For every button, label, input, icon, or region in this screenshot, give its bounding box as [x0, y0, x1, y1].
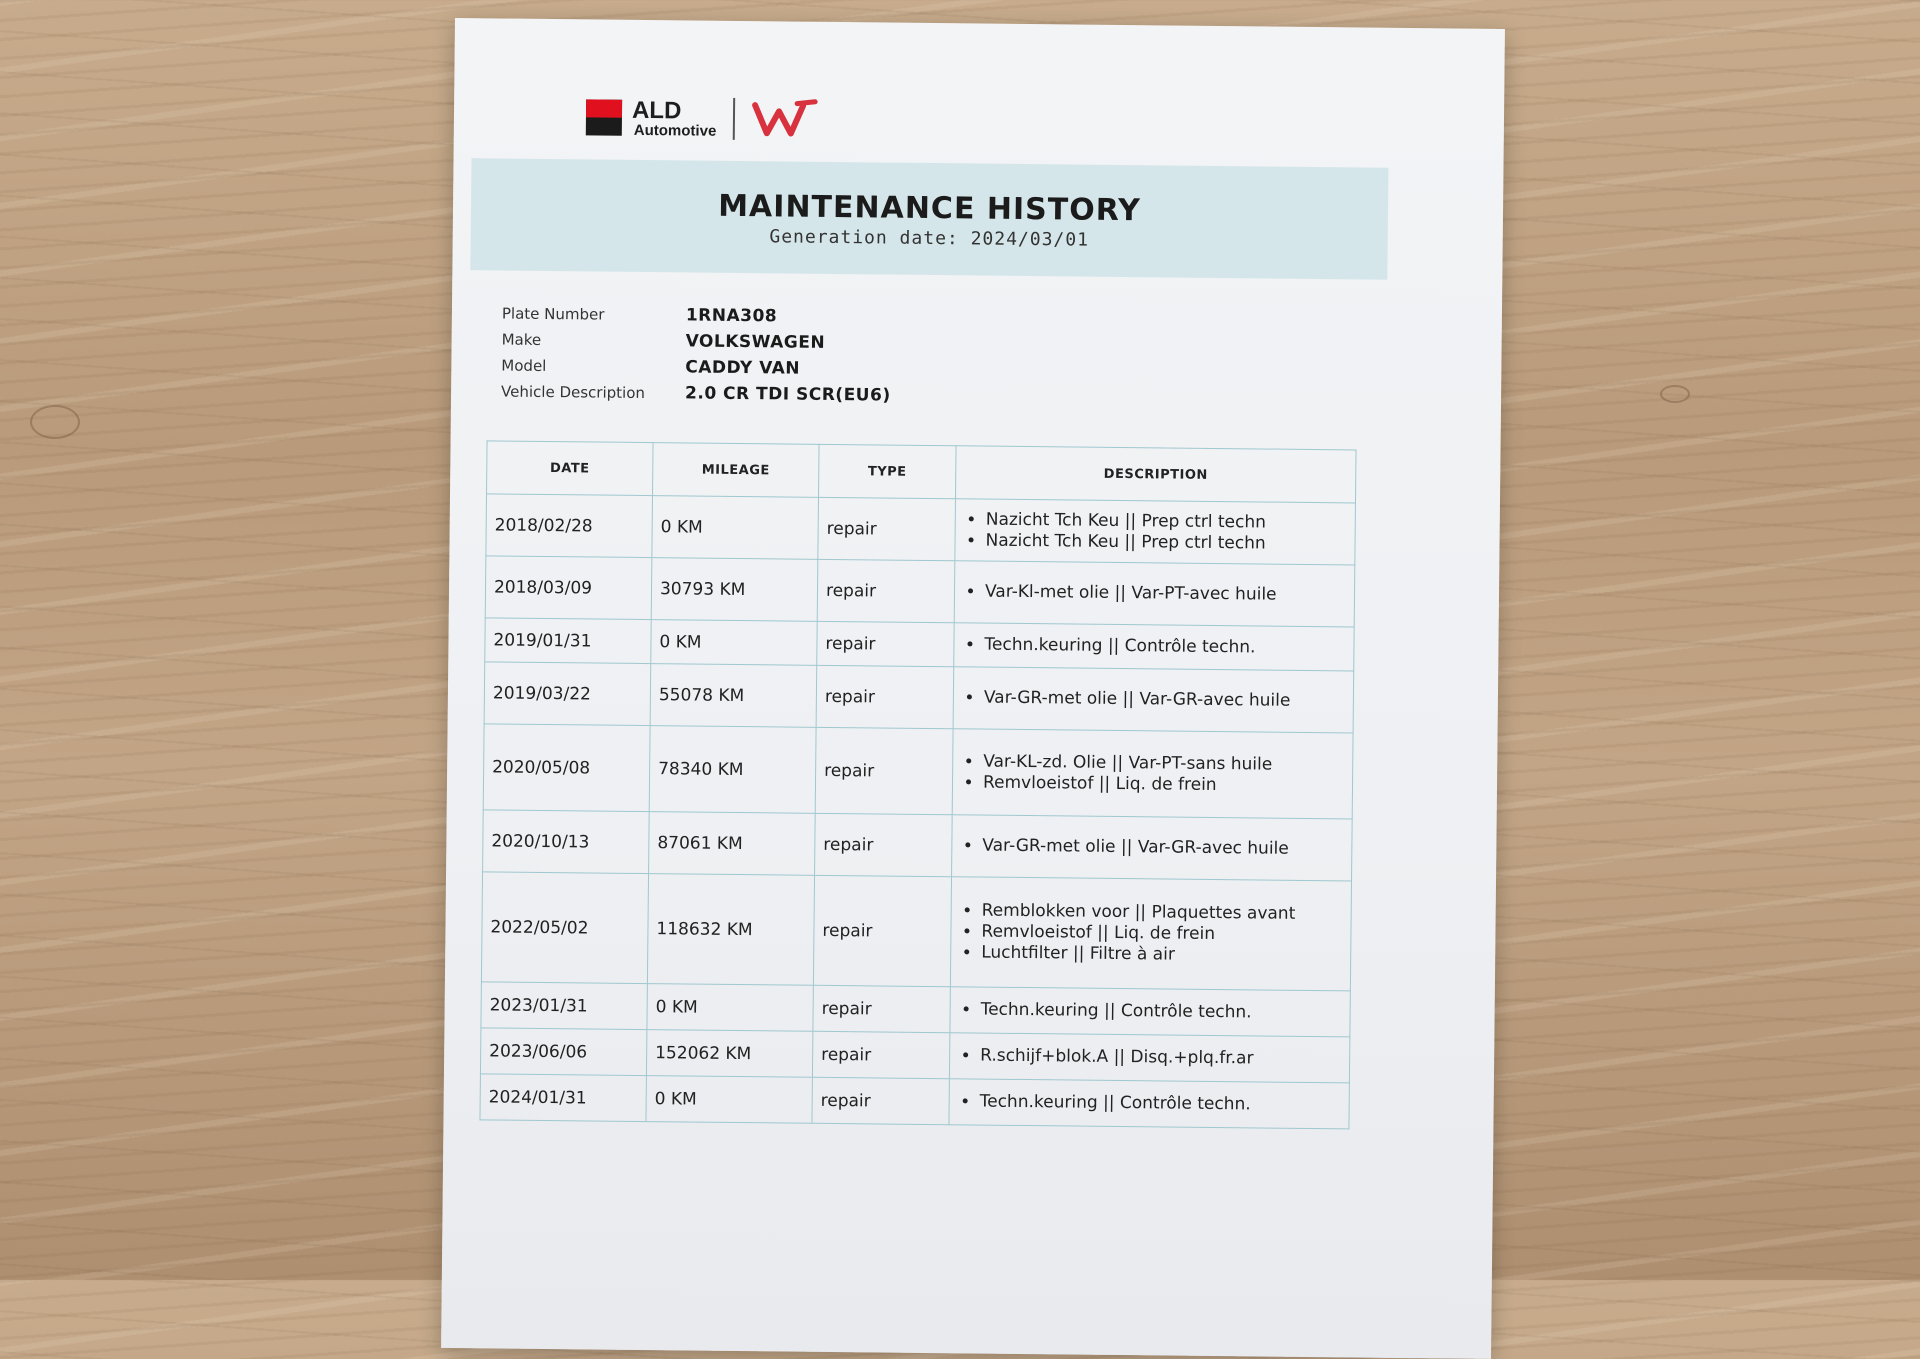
cell-type: repair: [818, 497, 956, 560]
cell-type: repair: [815, 727, 953, 814]
page-title: MAINTENANCE HISTORY: [718, 188, 1142, 229]
description-list: [960, 835, 1343, 860]
description-list: [959, 900, 1343, 967]
info-row-description: [501, 379, 891, 409]
description-item: • Var-KL-zd. Olie || Var-PT-sans huile: [983, 751, 1344, 776]
cell-description: [955, 499, 1356, 565]
cell-type: repair: [812, 1077, 949, 1124]
description-item: • Var-GR-met olie || Var-GR-avec huile: [984, 688, 1345, 713]
info-row-make: [501, 327, 891, 357]
cell-date: 2023/01/31: [481, 982, 647, 1030]
wood-knot: [1660, 385, 1690, 403]
company-logo: [586, 91, 821, 145]
info-label: Plate Number: [501, 304, 605, 324]
description-item: • Techn.keuring || Contrôle techn.: [980, 1092, 1341, 1117]
table-row: [481, 872, 1351, 991]
logo-text: [632, 98, 717, 138]
cell-description: [952, 815, 1353, 881]
column-header-description: DESCRIPTION: [955, 446, 1356, 503]
column-header-type: TYPE: [819, 444, 957, 498]
description-item: • Techn.keuring || Contrôle techn.: [984, 635, 1345, 660]
cell-mileage: 0 KM: [646, 1076, 812, 1124]
cell-type: repair: [815, 813, 953, 876]
info-value: 2.0 CR TDI SCR(EU6): [684, 383, 891, 406]
description-item: • R.schijf+blok.A || Disq.+plq.fr.ar: [980, 1046, 1341, 1071]
table-body: [480, 494, 1356, 1129]
cell-type: repair: [813, 985, 950, 1032]
cell-type: repair: [817, 621, 954, 666]
cell-mileage: 118632 KM: [647, 874, 814, 986]
generation-date: Generation date: 2024/03/01: [769, 226, 1090, 251]
description-list: [959, 999, 1342, 1024]
description-item: • Nazicht Tch Keu || Prep ctrl techn: [986, 509, 1347, 534]
table-header-row: [487, 441, 1357, 503]
column-header-date: DATE: [487, 441, 654, 496]
cell-description: [952, 729, 1353, 819]
wood-knot: [30, 405, 80, 439]
info-row-plate: [502, 301, 892, 331]
cell-type: repair: [817, 559, 955, 622]
cell-date: 2020/05/08: [483, 724, 650, 812]
table-row: [486, 494, 1356, 565]
info-value: 1RNA308: [685, 305, 778, 327]
cell-mileage: 152062 KM: [646, 1030, 812, 1078]
cell-mileage: 55078 KM: [650, 664, 817, 728]
cell-date: 2018/02/28: [486, 494, 653, 558]
ald-logo-square-icon: [586, 99, 622, 135]
document-sheet: [441, 18, 1505, 1359]
table-row: [484, 662, 1354, 733]
cell-mileage: 78340 KM: [649, 726, 816, 814]
table-row: [483, 724, 1353, 819]
table-row: [485, 556, 1355, 627]
cell-description: [954, 623, 1354, 671]
cell-description: [949, 1033, 1349, 1083]
maintenance-table: [479, 440, 1356, 1129]
description-list: [963, 509, 1346, 555]
cell-mileage: 0 KM: [652, 496, 819, 560]
cell-mileage: 0 KM: [647, 984, 813, 1032]
cell-type: repair: [812, 1031, 949, 1078]
description-item: • Nazicht Tch Keu || Prep ctrl techn: [985, 530, 1346, 555]
description-list: [962, 634, 1345, 659]
info-label: Make: [501, 330, 542, 349]
cell-date: 2020/10/13: [483, 810, 650, 874]
cell-mileage: 87061 KM: [649, 812, 816, 876]
description-item: • Var-Kl-met olie || Var-PT-avec huile: [985, 582, 1346, 607]
cell-type: repair: [816, 665, 954, 728]
description-item: • Var-GR-met olie || Var-GR-avec huile: [982, 836, 1343, 861]
cell-description: [950, 987, 1350, 1037]
cell-type: repair: [813, 875, 951, 986]
description-list: [963, 581, 1346, 606]
cell-date: 2019/01/31: [485, 618, 651, 664]
info-value: VOLKSWAGEN: [685, 331, 826, 353]
description-item: • Luchtfilter || Filtre à air: [981, 943, 1342, 968]
logo-name: ALD: [631, 96, 682, 124]
cell-date: 2018/03/09: [485, 556, 652, 620]
description-item: • Remvloeistof || Liq. de frein: [981, 922, 1342, 947]
table-row: [483, 810, 1353, 881]
description-list: [961, 751, 1344, 797]
cell-description: [954, 561, 1355, 627]
info-label: Model: [501, 356, 547, 375]
partner-brand-mark-icon: [750, 97, 820, 142]
title-banner: [470, 158, 1388, 280]
description-item: • Techn.keuring || Contrôle techn.: [981, 1000, 1342, 1025]
description-list: [958, 1045, 1341, 1070]
description-list: [962, 687, 1345, 712]
description-list: [958, 1091, 1341, 1116]
description-item: • Remblokken voor || Plaquettes avant: [982, 901, 1343, 926]
info-label: Vehicle Description: [500, 382, 646, 403]
cell-description: [949, 1079, 1349, 1129]
description-item: • Remvloeistof || Liq. de frein: [983, 772, 1344, 797]
logo-divider: [732, 98, 734, 140]
cell-description: [953, 667, 1354, 733]
table-row: [480, 1074, 1349, 1129]
cell-date: 2023/06/06: [480, 1028, 646, 1076]
info-value: CADDY VAN: [685, 357, 801, 379]
logo-subtitle: Automotive: [633, 121, 717, 140]
vehicle-info: [501, 301, 892, 409]
cell-date: 2024/01/31: [480, 1074, 646, 1122]
cell-mileage: 30793 KM: [651, 558, 818, 622]
cell-mileage: 0 KM: [651, 620, 817, 666]
cell-date: 2019/03/22: [484, 662, 651, 726]
cell-description: [950, 877, 1351, 991]
info-row-model: [501, 353, 891, 383]
cell-date: 2022/05/02: [481, 872, 648, 984]
column-header-mileage: MILEAGE: [653, 443, 820, 498]
